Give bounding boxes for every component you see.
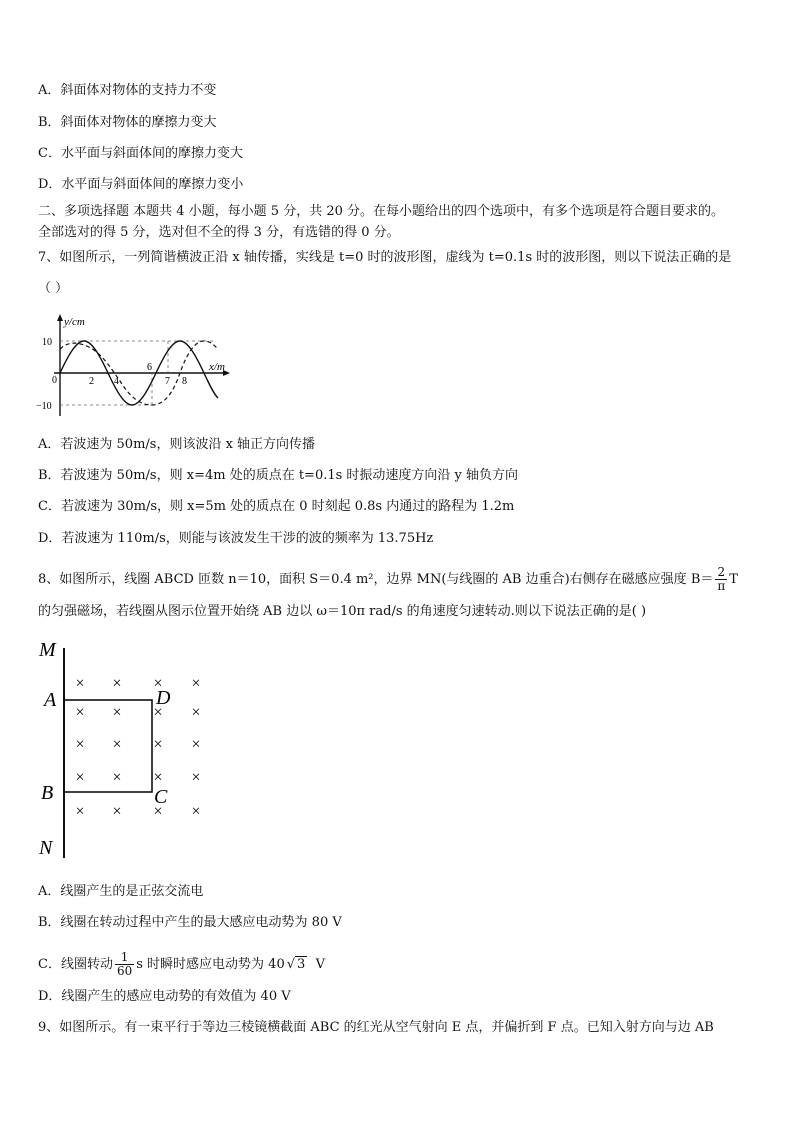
q7-option-a: A．若波速为 50m/s，则该波沿 x 轴正方向传播 [38, 437, 316, 452]
q6-option-b: B．斜面体对物体的摩擦力变大 [38, 115, 217, 130]
q7-option-c: C．若波速为 30m/s，则 x=5m 处的质点在 0 时刻起 0.8s 内通过的路程为 1.2m [38, 499, 515, 514]
q7-x-label: x/m [209, 361, 225, 373]
q6-option-d: D．水平面与斜面体间的摩擦力变小 [38, 177, 244, 192]
field-cross: × [191, 704, 201, 721]
q7-tick-10: 10 [42, 337, 52, 348]
q7-tick-neg10: −10 [36, 401, 52, 412]
q7-option-d: D．若波速为 110m/s，则能与该波发生干涉的波的频率为 13.75Hz [38, 531, 434, 546]
q7-answer-paren: （ ） [38, 281, 69, 296]
q9-stem: 9、如图所示。有一束平行于等边三棱镜横截面 ABC 的红光从空气射向 E 点，并偏折到 F 点。已知入射方向与边 AB [38, 1020, 714, 1035]
q8-label-a: A [44, 689, 57, 711]
q7-origin: 0 [52, 375, 57, 386]
field-cross: × [153, 736, 163, 753]
q7-option-b: B．若波速为 50m/s，则 x=4m 处的质点在 t=0.1s 时振动速度方向沿 y 轴负方向 [38, 468, 519, 483]
q6-option-a: A．斜面体对物体的支持力不变 [38, 83, 217, 98]
q8-option-b: B．线圈在转动过程中产生的最大感应电动势为 80 V [38, 915, 342, 930]
q8-option-c-fraction [115, 951, 134, 978]
q8-coil-diagram [36, 636, 226, 866]
field-cross: × [75, 704, 85, 721]
q8-stem-text: 8、如图所示，线圈 ABCD 匝数 n＝10，面积 S＝0.4 m²，边界 MN(与线圈的 AB 边重合)右侧存在磁感应强度 B＝ [38, 572, 714, 587]
q8-option-c-numerator: 1 [115, 951, 134, 965]
field-cross: × [191, 803, 201, 820]
sqrt-symbol: √ [286, 957, 296, 972]
q8-option-a: A．线圈产生的是正弦交流电 [38, 884, 204, 899]
q8-option-c [38, 951, 325, 978]
q8-option-c-root: 3 [297, 957, 306, 972]
field-cross: × [112, 704, 122, 721]
q8-label-b: B [41, 782, 54, 804]
q7-y-arrow [57, 314, 63, 321]
field-cross: × [153, 769, 163, 786]
q8-b-fraction [715, 566, 727, 593]
q8-b-denominator: π [717, 579, 726, 593]
q8-option-c-prefix: C．线圈转动 [38, 957, 113, 972]
field-cross: × [191, 736, 201, 753]
q8-b-unit: T [729, 572, 738, 587]
q8-magnetic-field [75, 675, 200, 820]
q7-tick-6: 6 [147, 362, 152, 373]
q8-option-c-unit: V [315, 957, 325, 972]
field-cross: × [75, 769, 85, 786]
field-cross: × [112, 769, 122, 786]
field-cross: × [191, 675, 201, 692]
q8-option-c-denominator: 60 [116, 964, 133, 978]
q8-option-d: D．线圈产生的感应电动势的有效值为 40 V [38, 989, 291, 1004]
q8-b-numerator: 2 [715, 566, 727, 580]
q7-y-label: y/cm [64, 316, 85, 328]
q8-stem-line2: 的匀强磁场，若线圈从图示位置开始绕 AB 边以 ω＝10π rad/s 的角速度匀速转动.则以下说法正确的是( ) [38, 604, 647, 619]
section2-instructions-1: 二、多项选择题 本题共 4 小题，每小题 5 分，共 20 分。在每小题给出的四个选项中，有多个选项是符合题目要求的。 [38, 204, 725, 219]
q7-wave-graph [34, 312, 234, 422]
section2-instructions-2: 全部选对的得 5 分，选对但不全的得 3 分，有选错的得 0 分。 [38, 225, 400, 240]
field-cross: × [112, 736, 122, 753]
field-cross: × [75, 803, 85, 820]
field-cross: × [75, 675, 85, 692]
field-cross: × [191, 769, 201, 786]
q7-stem: 7、如图所示，一列简谐横波正沿 x 轴传播，实线是 t=0 时的波形图，虚线为 t=0.1s 时的波形图，则以下说法正确的是 [38, 250, 732, 265]
q7-tick-2: 2 [89, 376, 94, 387]
q6-option-c: C．水平面与斜面体间的摩擦力变大 [38, 146, 243, 161]
field-cross: × [112, 675, 122, 692]
field-cross: × [153, 675, 163, 692]
q8-label-d: D [156, 687, 171, 709]
field-cross: × [112, 803, 122, 820]
q7-tick-8: 8 [182, 376, 187, 387]
field-cross: × [75, 736, 85, 753]
field-cross: × [153, 803, 163, 820]
q8-label-m: M [39, 639, 56, 661]
q8-label-c: C [154, 786, 168, 808]
q7-tick-4: 4 [114, 376, 119, 387]
q7-tick-7: 7 [165, 376, 170, 387]
field-cross: × [153, 704, 163, 721]
q8-option-c-middle: s 时瞬时感应电动势为 40 [136, 957, 285, 972]
q8-stem-line1 [38, 566, 738, 593]
q8-label-n: N [39, 837, 53, 859]
